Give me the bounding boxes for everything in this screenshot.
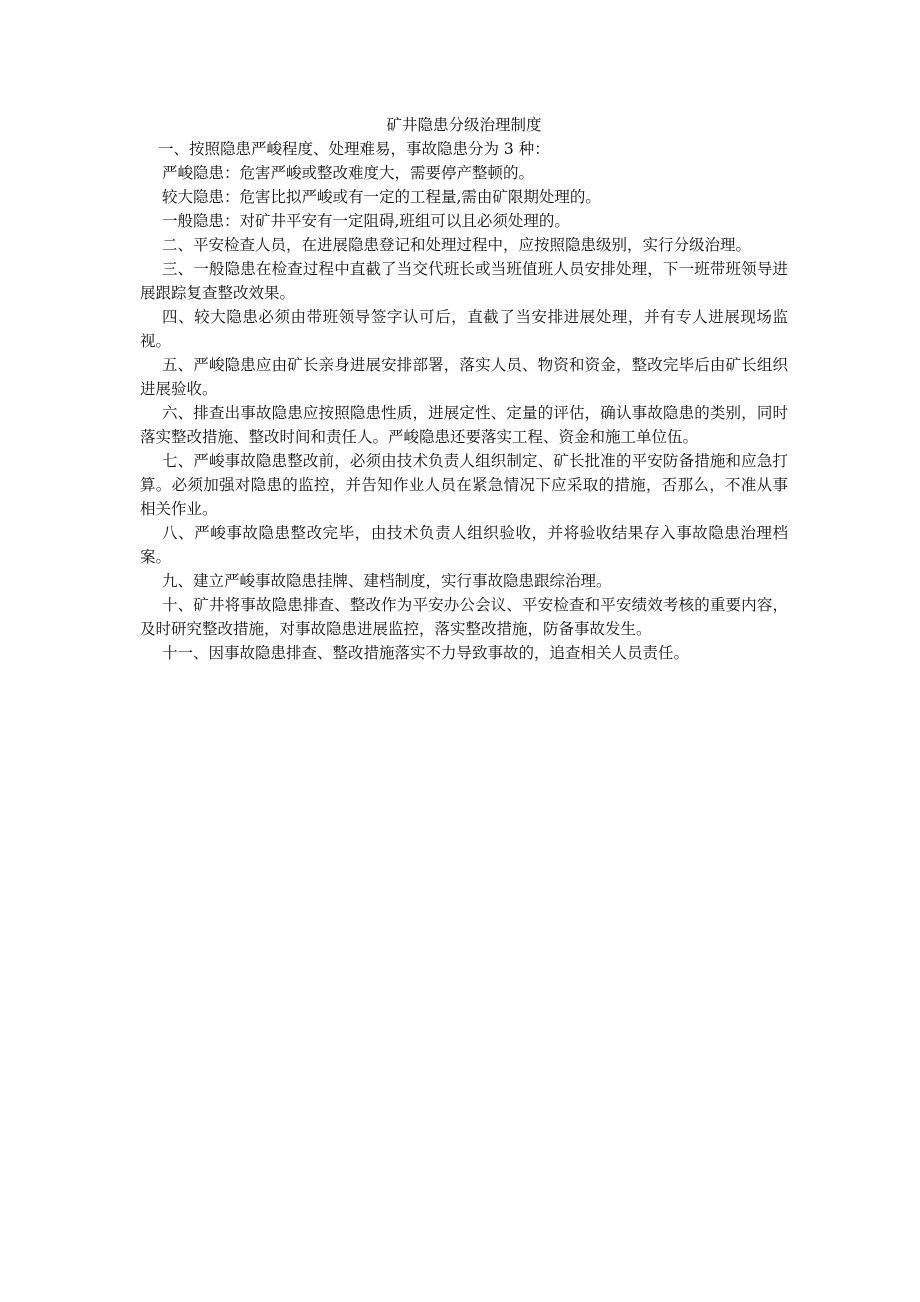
- paragraph-2: 二、平安检查人员，在进展隐患登记和处理过程中，应按照隐患级别，实行分级治理。: [162, 236, 752, 254]
- paragraph-general-hazard: 一般隐患：对矿井平安有一定阻碍,班组可以且必须处理的。: [162, 212, 570, 230]
- paragraph-11: 十一、因事故隐患排查、整改措施落实不力导致事故的，追查相关人员责任。: [162, 644, 690, 662]
- document-title: 矿井隐患分级治理制度: [386, 116, 542, 134]
- paragraph-6: 六、排查出事故隐患应按照隐患性质，进展定性、定量的评估，确认事故隐患的类别，同时落实整改措施、整改时间和责任人。严峻隐患还要落实工程、资金和施工单位伍。: [140, 404, 788, 446]
- paragraph-1: 一、按照隐患严峻程度、处理难易，事故隐患分为 3 种：: [158, 140, 550, 158]
- paragraph-10: 十、矿井将事故隐患排查、整改作为平安办公会议、平安检查和平安绩效考核的重要内容，及时研究整改措施，对事故隐患进展监控，落实整改措施，防备事故发生。: [140, 596, 788, 638]
- paragraph-8: 八、严峻事故隐患整改完毕，由技术负责人组织验收，并将验收结果存入事故隐患治理档案。: [140, 524, 788, 566]
- paragraph-9: 九、建立严峻事故隐患挂牌、建档制度，实行事故隐患跟综治理。: [162, 572, 612, 590]
- paragraph-severe-hazard: 严峻隐患：危害严峻或整改难度大，需要停产整顿的。: [162, 164, 535, 182]
- paragraph-4: 四、较大隐患必须由带班领导签字认可后，直截了当安排进展处理，并有专人进展现场监视。: [140, 308, 788, 350]
- paragraph-3: 三、一般隐患在检查过程中直截了当交代班长或当班值班人员安排处理，下一班带班领导进展跟踪复查整改效果。: [140, 260, 788, 302]
- document-body: [140, 113, 788, 665]
- paragraph-7: 七、严峻事故隐患整改前，必须由技术负责人组织制定、矿长批准的平安防备措施和应急打算。必须加强对隐患的监控，并告知作业人员在紧急情况下应采取的措施，否那么，不准从事相关作业。: [140, 452, 788, 518]
- paragraph-major-hazard: 较大隐患：危害比拟严峻或有一定的工程量,需由矿限期处理的。: [162, 188, 601, 206]
- paragraph-5: 五、严峻隐患应由矿长亲身进展安排部署，落实人员、物资和资金，整改完毕后由矿长组织进展验收。: [140, 356, 788, 398]
